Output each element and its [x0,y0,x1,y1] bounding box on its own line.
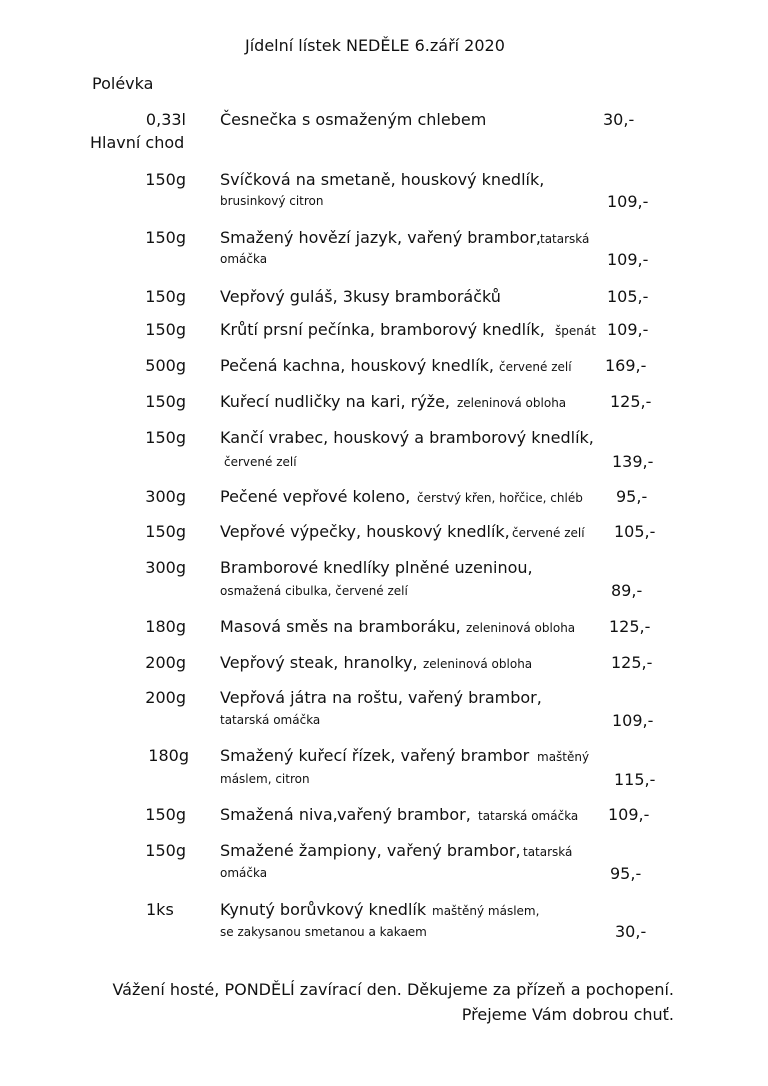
item-name: Smažené žampiony, vařený brambor, [220,841,521,860]
soup-qty: 0,33l [145,110,186,129]
item-side: máslem, citron [220,772,310,786]
item-qty: 300g [145,558,186,577]
item-qty: 200g [145,653,186,672]
item-price: 169,- [605,356,647,375]
item-qty: 150g [145,522,186,541]
item-price: 109,- [612,711,654,730]
soup-heading: Polévka [92,74,154,93]
item-name: Smažený hovězí jazyk, vařený brambor, [220,228,541,247]
item-name: Vepřové výpečky, houskový knedlík, [220,522,510,541]
soup-price: 30,- [603,110,635,129]
item-name: Masová směs na bramboráku, [220,617,461,636]
item-price: 125,- [610,392,652,411]
item-side: červené zelí [224,455,297,469]
item-side-inline: zeleninová obloha [466,621,576,635]
soup-name: Česnečka s osmaženým chlebem [220,110,487,129]
item-side-inline: zeleninová obloha [423,657,533,671]
item-name: Kynutý borůvkový knedlík [220,900,427,919]
item-name: Kančí vrabec, houskový a bramborový knedlík, [220,428,594,447]
item-name: Vepřový steak, hranolky, [220,653,418,672]
item-qty: 150g [145,170,186,189]
item-name: Smažený kuřecí řízek, vařený brambor [220,746,530,765]
item-name: Pečená kachna, houskový knedlík, [220,356,494,375]
item-qty: 180g [145,617,186,636]
item-price: 109,- [607,320,649,339]
item-side: brusinkový citron [220,194,324,208]
item-qty: 1ks [146,900,174,919]
item-side-inline: maštěný máslem, [432,904,540,918]
item-side: omáčka [220,866,268,880]
item-price: 139,- [612,452,654,471]
item-side: se zakysanou smetanou a kakaem [220,925,427,939]
item-side-inline: červené zelí [512,526,585,540]
item-price: 105,- [607,287,649,306]
item-side: osmažená cibulka, červené zelí [220,584,408,598]
item-qty: 150g [145,228,186,247]
item-price: 125,- [611,653,653,672]
item-qty: 500g [145,356,186,375]
item-name: Vepřová játra na roštu, vařený brambor, [220,688,542,707]
item-side-inline: tatarská [540,232,590,246]
item-side-inline: zeleninová obloha [457,396,567,410]
main-heading: Hlavní chod [90,133,185,152]
item-name-cont: vařený brambor, [337,805,471,824]
item-name: Krůtí prsní pečínka, bramborový knedlík, [220,320,545,339]
item-name: Pečené vepřové koleno, [220,487,411,506]
item-side: omáčka [220,252,268,266]
item-price: 89,- [611,581,643,600]
item-side-inline: tatarská omáčka [478,809,579,823]
footer-notice: Vážení hosté, PONDĚLÍ zavírací den. Děkujeme za přízeň a pochopení. [112,980,674,999]
item-price: 109,- [608,805,650,824]
item-name: Vepřový guláš, 3kusy bramboráčků [220,287,501,306]
item-price: 30,- [615,922,647,941]
item-price: 95,- [610,864,642,883]
item-name: Smažená niva, [220,805,338,824]
item-price: 95,- [616,487,648,506]
item-qty: 200g [145,688,186,707]
item-side-inline: maštěný [537,750,590,764]
item-qty: 150g [145,392,186,411]
item-name: Kuřecí nudličky na kari, rýže, [220,392,450,411]
item-qty: 150g [145,320,186,339]
item-qty: 180g [148,746,189,765]
item-name: Bramborové knedlíky plněné uzeninou, [220,558,533,577]
item-price: 105,- [614,522,656,541]
item-side-inline: čerstvý křen, hořčice, chléb [417,491,583,505]
item-qty: 150g [145,805,186,824]
item-price: 109,- [607,250,649,269]
item-name: Svíčková na smetaně, houskový knedlík, [220,170,545,189]
item-price: 109,- [607,192,649,211]
item-price: 125,- [609,617,651,636]
item-price: 115,- [614,770,656,789]
item-qty: 300g [145,487,186,506]
item-side-inline: červené zelí [499,360,572,374]
item-qty: 150g [145,287,186,306]
menu-title: Jídelní lístek NEDĚLE 6.září 2020 [245,36,505,55]
footer-wish: Přejeme Vám dobrou chuť. [461,1005,674,1024]
item-qty: 150g [145,841,186,860]
item-side-inline: tatarská [523,845,573,859]
item-side-inline: špenát [555,324,596,338]
item-qty: 150g [145,428,186,447]
item-side: tatarská omáčka [220,713,321,727]
